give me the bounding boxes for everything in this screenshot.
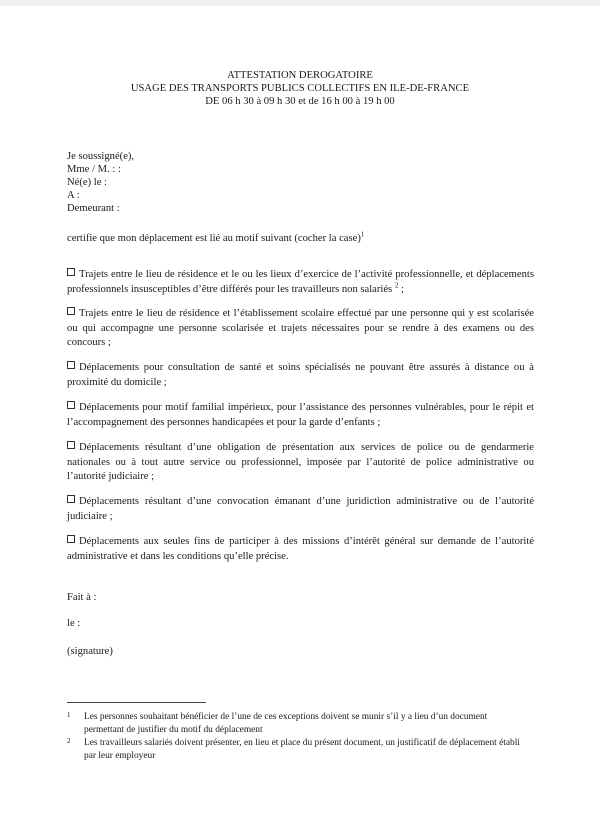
checkbox-icon[interactable] [67,441,75,449]
checkbox-icon[interactable] [67,307,75,315]
certify-text: certifie que mon déplacement est lié au motif suivant (cocher la case) [67,233,361,244]
undersigned-label: Je soussigné(e), [67,151,135,162]
footnote-text: Les personnes souhaitant bénéficier de l’une de ces exceptions doivent se munir s’il y a lieu d’un document permettant de justifier du motif du déplacement [84,712,488,735]
reason-tail: ; [398,283,404,295]
address-field: Demeurant : [67,203,120,214]
identity-fields [67,150,134,215]
reason-text: Déplacements pour motif familial impérieux, pour l’assistance des personnes vulnérables, pour le répit et l’accompagnement des personnes handicapées et pour la garde d’enfants ; [67,402,534,428]
document-header [0,69,600,108]
reason-option-court[interactable] [67,495,534,524]
reason-text: Déplacements résultant d’une convocation émanant d’une juridiction administrative ou de l’autorité judiciaire ; [67,496,534,522]
header-subtitle: USAGE DES TRANSPORTS PUBLICS COLLECTIFS EN ILE-DE-FRANCE [130,83,470,94]
header-title: ATTESTATION DEROGATOIRE [227,70,373,81]
birth-date-field: Né(e) le : [67,177,107,188]
reason-option-public-interest[interactable] [67,535,534,564]
birth-place-field: A : [67,190,80,201]
footnote-number: 2 [67,737,71,745]
checkbox-icon[interactable] [67,535,75,543]
header-hours: DE 06 h 30 à 09 h 30 et de 16 h 00 à 19 h 00 [205,96,395,107]
reason-option-work[interactable] [67,268,534,297]
reason-option-school[interactable] [67,307,534,351]
signature-field: (signature) [67,646,113,657]
footnote-text: Les travailleurs salariés doivent présenter, en lieu et place du présent document, un justificatif de déplacement établi par leur employeur [84,738,520,761]
reason-text: Déplacements résultant d’une obligation de présentation aux services de police ou de gendarmerie nationales ou à tout autre service ou professionnel, imposée par l’autorité de police administrative ou l’autorité judiciaire ; [67,442,534,482]
reason-text: Déplacements pour consultation de santé et soins spécialisés ne pouvant être assurés à distance ou à proximité du domicile ; [67,362,534,388]
certify-statement [67,232,364,245]
footnote-ref-2: 2 [394,280,399,289]
reason-text: Trajets entre le lieu de résidence et l’établissement scolaire effectué par une personne qui y est scolarisée ou qui accompagne une personne scolarisée et trajets nécessaires pour se rendre à des examens ou des concours ; [67,308,534,348]
footnote-ref-1: 1 [360,230,365,239]
reason-text: Déplacements aux seules fins de participer à des missions d’intérêt général sur demande de l’autorité administrative et dans les conditions qu’elle précise. [67,536,534,562]
checkbox-icon[interactable] [67,495,75,503]
name-field: Mme / M. : : [67,164,121,175]
date-field: le : [67,618,81,629]
footnote-number: 1 [67,711,71,719]
footnote-divider [67,702,206,703]
checkbox-icon[interactable] [67,268,75,276]
reason-option-family[interactable] [67,401,534,430]
checkbox-icon[interactable] [67,361,75,369]
top-edge [0,0,600,6]
footnote-2 [67,737,527,762]
reason-option-police[interactable] [67,441,534,485]
made-at-field: Fait à : [67,592,97,603]
footnote-1 [67,711,527,736]
reason-option-health[interactable] [67,361,534,390]
checkbox-icon[interactable] [67,401,75,409]
reason-text: Trajets entre le lieu de résidence et le ou les lieux d’exercice de l’activité professionnelle, et déplacements professionnels insusceptibles d’être différés pour les travailleurs non salariés [67,269,534,295]
